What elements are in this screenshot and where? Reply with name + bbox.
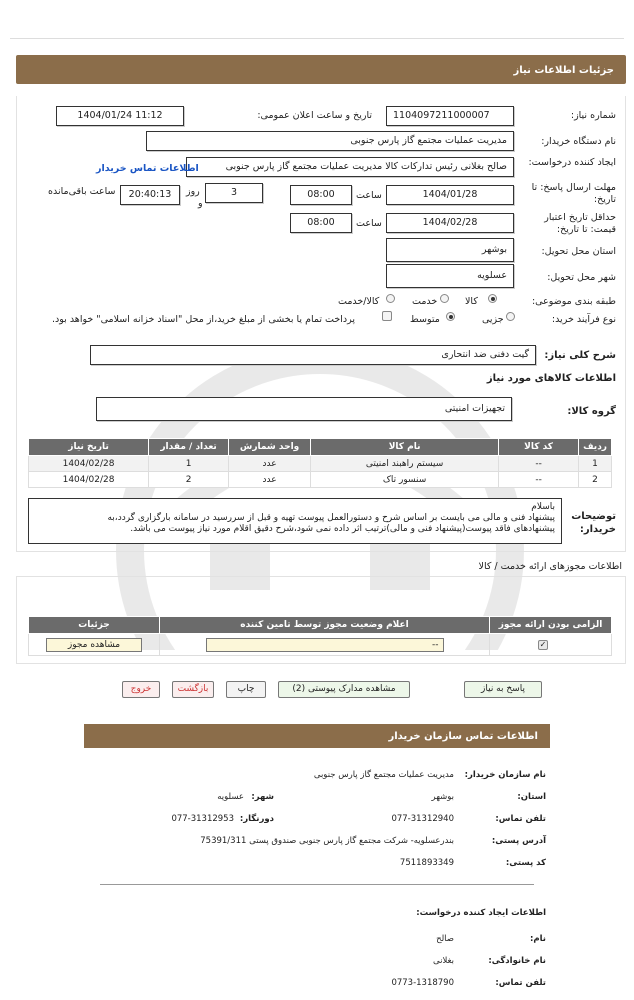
contact-header — [84, 724, 550, 748]
deadline-time-field[interactable]: 08:00 — [290, 185, 352, 205]
city-contact-value: عسلویه — [217, 792, 244, 802]
family-value: بغلانی — [433, 956, 454, 966]
cell-qty: 2 — [149, 472, 229, 488]
table-row[interactable] — [29, 472, 612, 488]
cell-name: سیستم راهبند امنیتی — [311, 456, 499, 472]
deadline-time-label: ساعت — [356, 190, 382, 201]
buyer-notes-label: توضیحات خریدار: — [571, 511, 616, 535]
contact-divider — [100, 884, 534, 885]
back-button[interactable]: بازگشت — [172, 681, 214, 698]
buyer-notes-line2: پیشنهاد فنی و مالی می بایست بر اساس شرح و دستورالعمل پیوست تهیه و قبل از سررسید در سامانه بارگزاری گردد،به — [107, 513, 555, 523]
cell-code: -- — [499, 456, 579, 472]
print-button[interactable]: چاپ — [226, 681, 266, 698]
phone-label: تلفن تماس: — [495, 814, 546, 824]
category-option-service: خدمت — [412, 296, 438, 307]
col-status: اعلام وضعیت مجوز توسط تامین کننده — [160, 617, 490, 634]
creator-info-title: اطلاعات ایجاد کننده درخواست: — [416, 908, 546, 918]
col-name: نام کالا — [311, 439, 499, 456]
payment-checkbox[interactable] — [382, 311, 392, 321]
name-value: صالح — [436, 934, 454, 944]
announce-label: تاریخ و ساعت اعلان عمومی: — [257, 110, 372, 121]
category-radio-goods[interactable] — [488, 294, 497, 303]
validity-date-field[interactable]: 1404/02/28 — [386, 213, 514, 233]
remaining-label: ساعت باقی‌مانده — [48, 186, 116, 197]
cell-date: 1404/02/28 — [29, 456, 149, 472]
col-details: جزئیات — [29, 617, 160, 634]
creator-label: ایجاد کننده درخواست: — [528, 157, 616, 168]
validity-time-field[interactable]: 08:00 — [290, 213, 352, 233]
process-radio-medium[interactable] — [446, 312, 455, 321]
address-label: آدرس پستی: — [491, 836, 546, 846]
permits-table-header — [29, 617, 612, 634]
exit-button[interactable]: خروج — [122, 681, 160, 698]
cell-unit: عدد — [229, 472, 311, 488]
remaining-time-field[interactable]: 20:40:13 — [120, 185, 180, 205]
table-row[interactable] — [29, 456, 612, 472]
reply-button[interactable]: پاسخ به نیاز — [464, 681, 542, 698]
permit-status-field[interactable]: -- — [206, 638, 444, 652]
col-code: کد کالا — [499, 439, 579, 456]
name-label: نام: — [529, 934, 546, 944]
creator-phone-value: 0773-1318790 — [391, 978, 454, 988]
creator-phone-label: تلفن تماس: — [495, 978, 546, 988]
page-header — [16, 55, 626, 84]
need-number-field[interactable]: 1104097211000007 — [386, 106, 514, 126]
validity-label: حداقل تاریخ اعتبار قیمت: تا تاریخ: — [544, 212, 616, 235]
table-row — [29, 634, 612, 656]
creator-field[interactable]: صالح بغلانی رئیس تدارکات کالا مدیریت عملیات مجتمع گاز پارس جنوبی — [186, 157, 514, 177]
and-label: و — [198, 198, 203, 209]
deadline-date-field[interactable]: 1404/01/28 — [386, 185, 514, 205]
phone-value: 077-31312940 — [391, 814, 454, 824]
postal-value: 7511893349 — [399, 858, 454, 868]
payment-note: پرداخت تمام یا بخشی از مبلغ خرید،از محل "اسناد خزانه اسلامی" خواهد بود. — [52, 314, 355, 325]
fax-label: دورنگار: — [239, 814, 274, 824]
family-label: نام خانوادگی: — [488, 956, 546, 966]
process-option-minor: جزیی — [482, 314, 504, 325]
postal-label: کد پستی: — [505, 858, 546, 868]
view-documents-button[interactable]: مشاهده مدارک پیوستی (2) — [278, 681, 410, 698]
goods-table-header — [29, 439, 612, 456]
days-field[interactable]: 3 — [205, 183, 263, 203]
goods-table — [28, 438, 612, 488]
province-field[interactable]: بوشهر — [386, 238, 514, 262]
city-field[interactable]: عسلویه — [386, 264, 514, 288]
cell-name: سنسور تاک — [311, 472, 499, 488]
cell-date: 1404/02/28 — [29, 472, 149, 488]
contact-title: اطلاعات تماس سازمان خریدار — [388, 731, 538, 742]
org-value: مدیریت عملیات مجتمع گاز پارس جنوبی — [313, 770, 454, 780]
view-permit-button[interactable]: مشاهده مجوز — [46, 638, 142, 652]
announce-field[interactable]: 1404/01/24 11:12 — [56, 106, 184, 126]
cell-code: -- — [499, 472, 579, 488]
province-label: استان محل تحویل: — [541, 246, 616, 257]
col-row: ردیف — [579, 439, 612, 456]
fax-value: 077-31312953 — [171, 814, 234, 824]
cell-unit: عدد — [229, 456, 311, 472]
day-label: روز — [186, 186, 200, 197]
category-label: طبقه بندی موضوعی: — [531, 296, 616, 307]
buyer-contact-link[interactable]: اطلاعات تماس خریدار — [96, 163, 199, 174]
col-required: الزامی بودن ارائه مجوز — [490, 617, 612, 634]
col-unit: واحد شمارش — [229, 439, 311, 456]
process-radio-minor[interactable] — [506, 312, 515, 321]
province-contact-label: استان: — [517, 792, 546, 802]
cell-row: 2 — [579, 472, 612, 488]
org-label: نام سازمان خریدار: — [464, 770, 546, 780]
province-contact-value: بوشهر — [431, 792, 454, 802]
permits-title: اطلاعات مجوزهای ارائه خدمت / کالا — [478, 561, 622, 572]
city-contact-label: شهر: — [251, 792, 274, 802]
col-date: تاریخ نیاز — [29, 439, 149, 456]
category-radio-both[interactable] — [386, 294, 395, 303]
col-qty: تعداد / مقدار — [149, 439, 229, 456]
category-radio-service[interactable] — [440, 294, 449, 303]
category-option-goods: کالا — [465, 296, 478, 307]
buyer-notes-line3: پیشنهادهای فاقد پیوست(پیشنهاد فنی و مالی)ترتیب اثر داده نمی شود،شرح دقیق اقلام مورد نیاز پیوست می باشد. — [130, 524, 555, 534]
page-title: جزئیات اطلاعات نیاز — [513, 65, 614, 76]
goods-group-field[interactable]: تجهیزات امنیتی — [96, 397, 512, 421]
goods-group-label: گروه کالا: — [567, 406, 616, 417]
need-number-label: شماره نیاز: — [570, 110, 616, 121]
validity-time-label: ساعت — [356, 218, 382, 229]
buyer-notes-box — [28, 498, 562, 544]
top-divider — [10, 38, 624, 39]
summary-field[interactable]: گیت دفنی ضد انتحاری — [90, 345, 536, 365]
buyer-notes-line1: باسلام — [531, 502, 555, 512]
summary-label: شرح کلی نیاز: — [544, 350, 616, 361]
city-label: شهر محل تحویل: — [547, 272, 616, 283]
process-option-medium: متوسط — [410, 314, 440, 325]
permits-table — [28, 616, 612, 656]
goods-title: اطلاعات کالاهای مورد نیاز — [486, 373, 616, 384]
process-label: نوع فرآیند خرید: — [551, 314, 616, 325]
category-option-both: کالا/خدمت — [338, 296, 380, 307]
cell-qty: 1 — [149, 456, 229, 472]
deadline-label: مهلت ارسال پاسخ: تا تاریخ: — [531, 182, 616, 205]
buyer-field[interactable]: مدیریت عملیات مجتمع گاز پارس جنوبی — [146, 131, 514, 151]
cell-row: 1 — [579, 456, 612, 472]
address-value: بندرعسلویه- شرکت مجتمع گاز پارس جنوبی صندوق پستی 75391/311 — [200, 836, 454, 846]
buyer-label: نام دستگاه خریدار: — [541, 136, 616, 147]
required-checkbox[interactable]: ✓ — [539, 639, 547, 649]
